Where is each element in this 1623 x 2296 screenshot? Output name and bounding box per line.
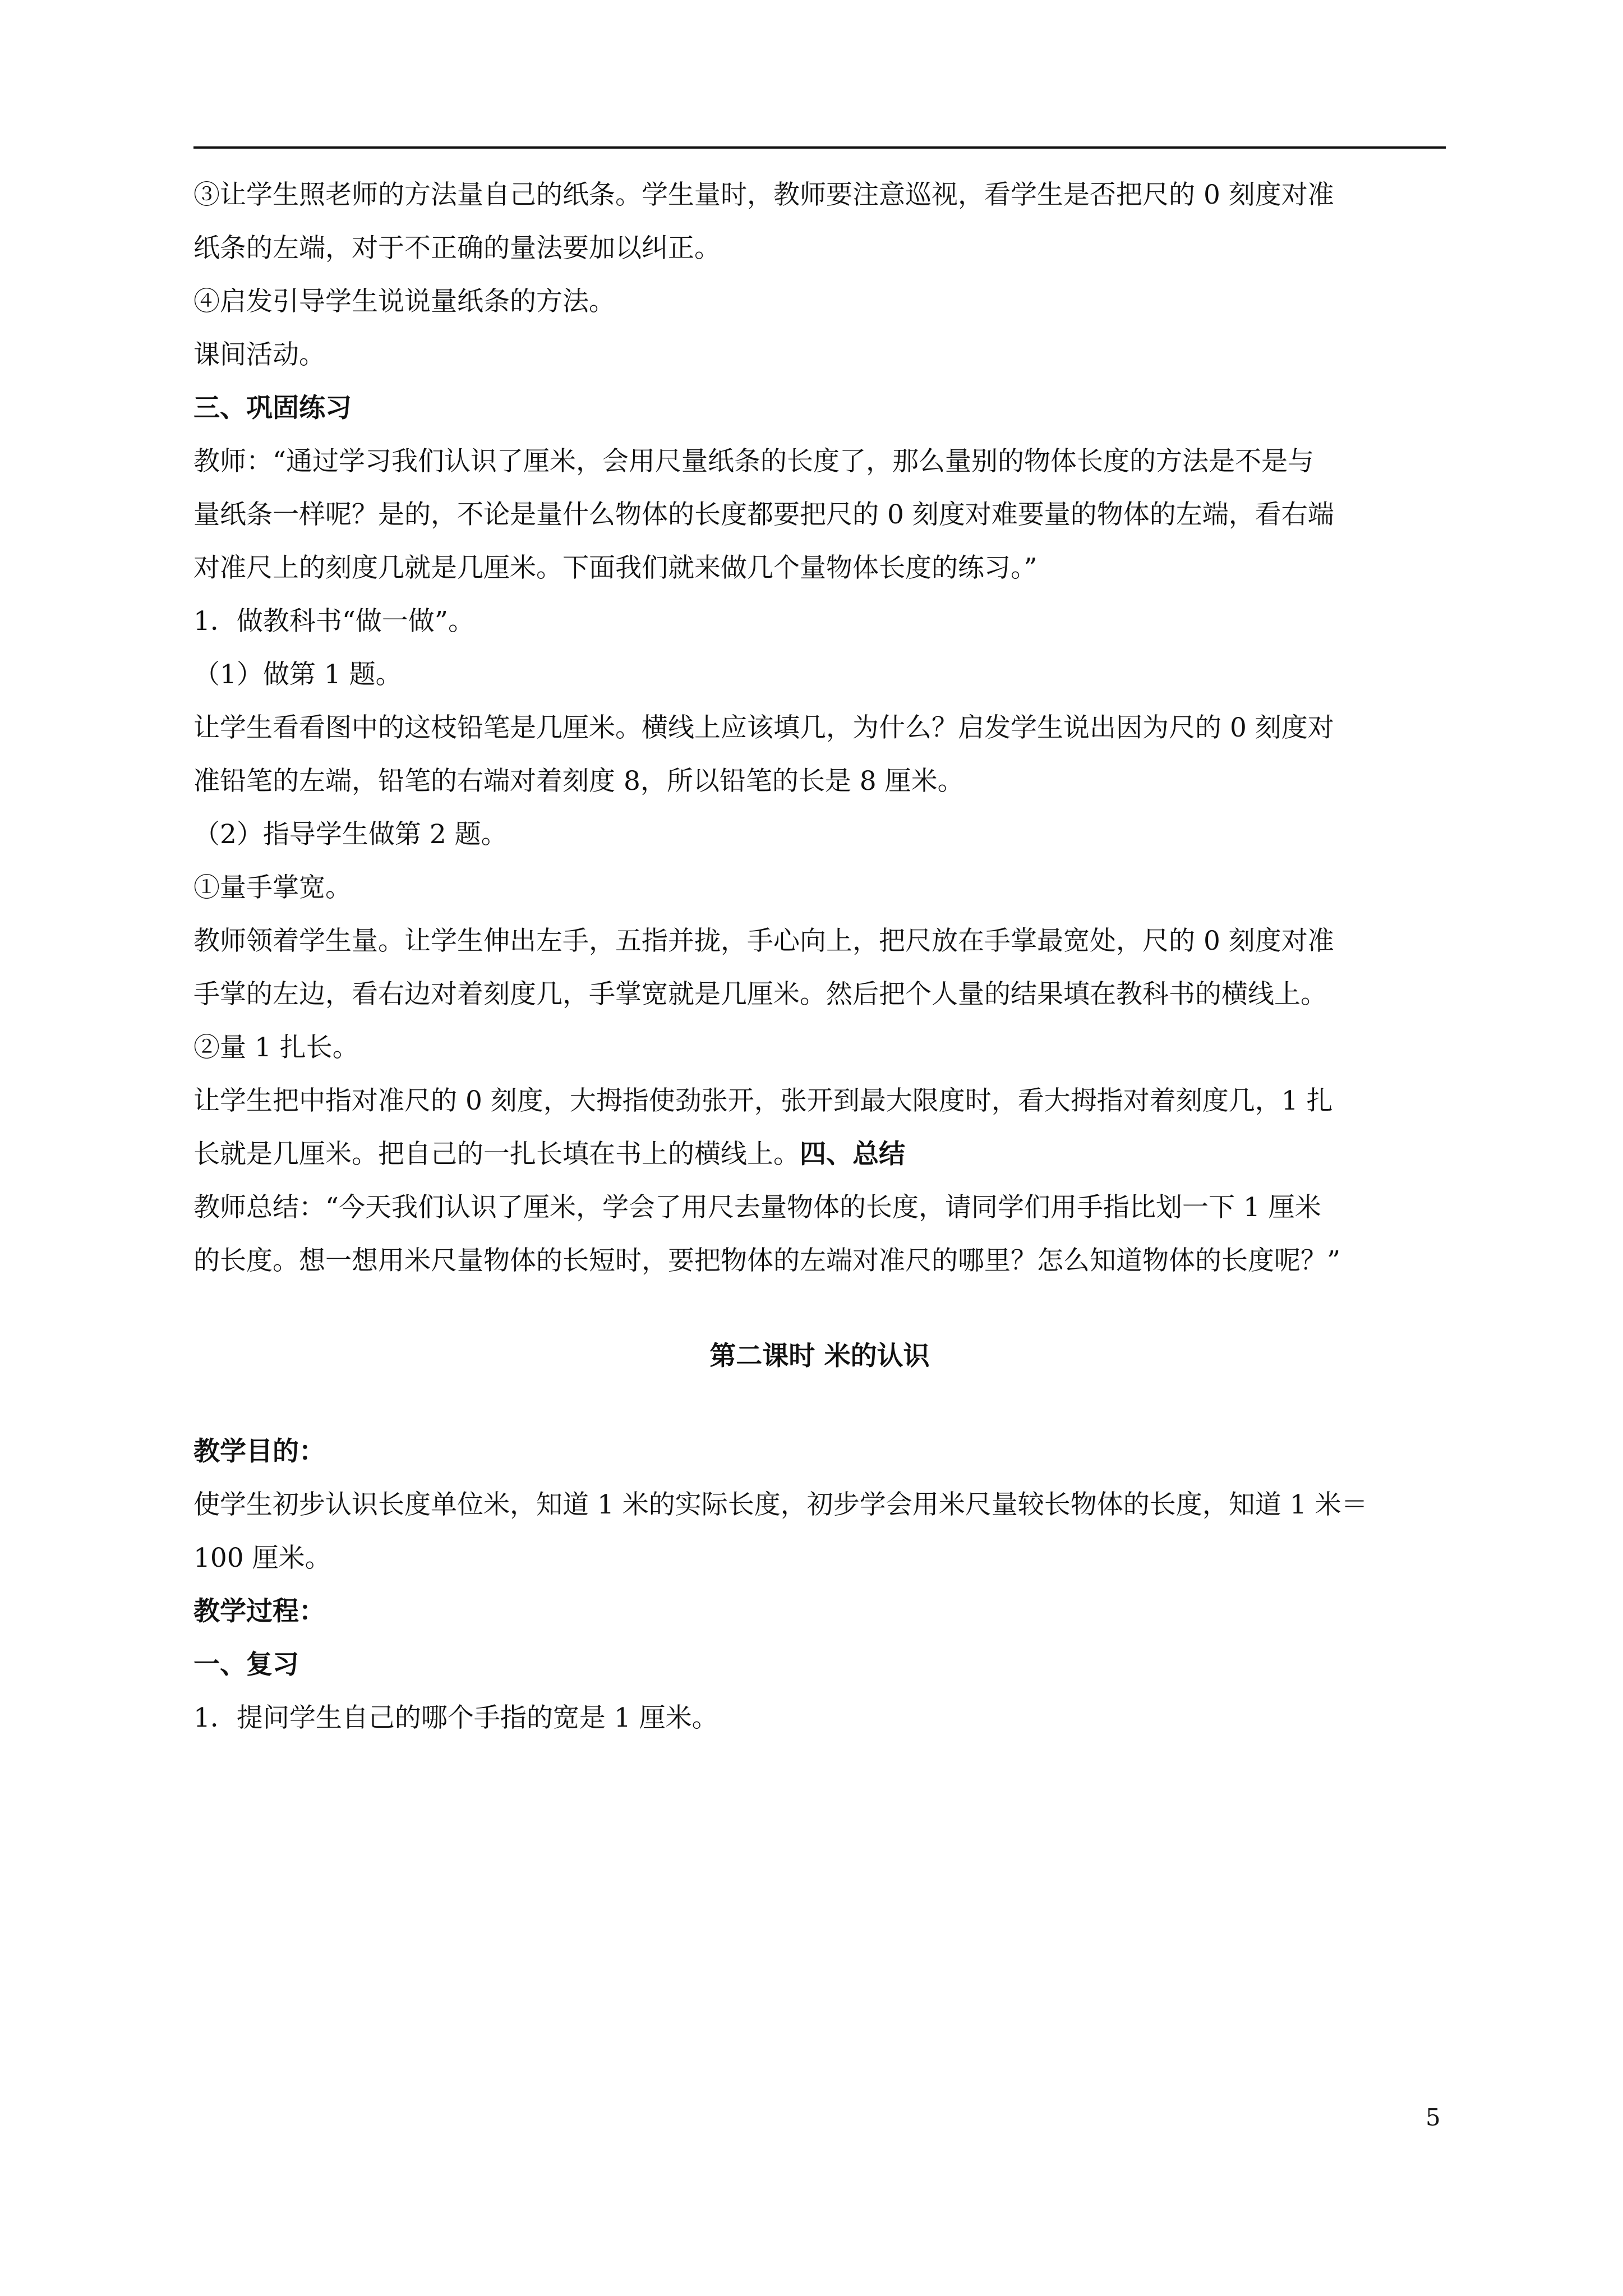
header-rule bbox=[193, 146, 1446, 149]
paragraph: 纸条的左端，对于不正确的量法要加以纠正。 bbox=[193, 233, 721, 264]
section-heading: 教学过程： bbox=[193, 1596, 325, 1627]
paragraph: 教师领着学生量。让学生伸出左手，五指并拢，手心向上，把尺放在手掌最宽处，尺的 0 刻度对准 bbox=[193, 926, 1334, 956]
paragraph: 手掌的左边，看右边对着刻度几，手掌宽就是几厘米。然后把个人量的结果填在教科书的横线上。 bbox=[193, 979, 1327, 1010]
paragraph: （1）做第 1 题。 bbox=[193, 659, 402, 690]
section-heading: 四、总结 bbox=[800, 1139, 905, 1170]
paragraph: 100 厘米。 bbox=[193, 1543, 331, 1573]
paragraph: 的长度。想一想用米尺量物体的长短时，要把物体的左端对准尺的哪里？怎么知道物体的长度呢？” bbox=[193, 1245, 1341, 1276]
paragraph: ④启发引导学生说说量纸条的方法。 bbox=[193, 286, 615, 317]
lesson-title: 第二课时 米的认识 bbox=[709, 1341, 930, 1372]
paragraph: 教师总结：“今天我们认识了厘米，学会了用尺去量物体的长度，请同学们用手指比划一下 1 厘米 bbox=[193, 1192, 1321, 1223]
paragraph: 课间活动。 bbox=[193, 339, 325, 370]
document-body bbox=[193, 168, 1446, 1745]
paragraph: 让学生看看图中的这枝铅笔是几厘米。横线上应该填几，为什么？启发学生说出因为尺的 0 刻度对 bbox=[193, 712, 1334, 743]
paragraph: 准铅笔的左端，铅笔的右端对着刻度 8，所以铅笔的长是 8 厘米。 bbox=[193, 766, 964, 797]
section-heading: 教学目的： bbox=[193, 1436, 325, 1467]
paragraph: ①量手掌宽。 bbox=[193, 872, 352, 903]
paragraph: 对准尺上的刻度几就是几厘米。下面我们就来做几个量物体长度的练习。” bbox=[193, 553, 1038, 583]
paragraph: 让学生把中指对准尺的 0 刻度，大拇指使劲张开，张开到最大限度时，看大拇指对着刻度几，1 扎 bbox=[193, 1085, 1333, 1116]
section-heading: 三、巩固练习 bbox=[193, 393, 352, 424]
paragraph: 量纸条一样呢？是的，不论是量什么物体的长度都要把尺的 0 刻度对难要量的物体的左端，看右端 bbox=[193, 499, 1334, 530]
paragraph: ③让学生照老师的方法量自己的纸条。学生量时，教师要注意巡视，看学生是否把尺的 0 刻度对准 bbox=[193, 180, 1334, 210]
section-heading: 一、复习 bbox=[193, 1649, 299, 1680]
paragraph-with-heading bbox=[193, 1128, 1446, 1181]
paragraph: 使学生初步认识长度单位米，知道 1 米的实际长度，初步学会用米尺量较长物体的长度，知道 1 米＝ bbox=[193, 1489, 1368, 1520]
page-number: 5 bbox=[1426, 2104, 1441, 2131]
paragraph-text: 长就是几厘米。把自己的一扎长填在书上的横线上。 bbox=[193, 1139, 800, 1170]
paragraph: ②量 1 扎长。 bbox=[193, 1032, 359, 1063]
paragraph: 教师：“通过学习我们认识了厘米，会用尺量纸条的长度了，那么量别的物体长度的方法是不是与 bbox=[193, 446, 1315, 477]
paragraph: 1．做教科书“做一做”。 bbox=[193, 606, 474, 637]
paragraph: 1．提问学生自己的哪个手指的宽是 1 厘米。 bbox=[193, 1703, 718, 1733]
paragraph: （2）指导学生做第 2 题。 bbox=[193, 819, 508, 850]
